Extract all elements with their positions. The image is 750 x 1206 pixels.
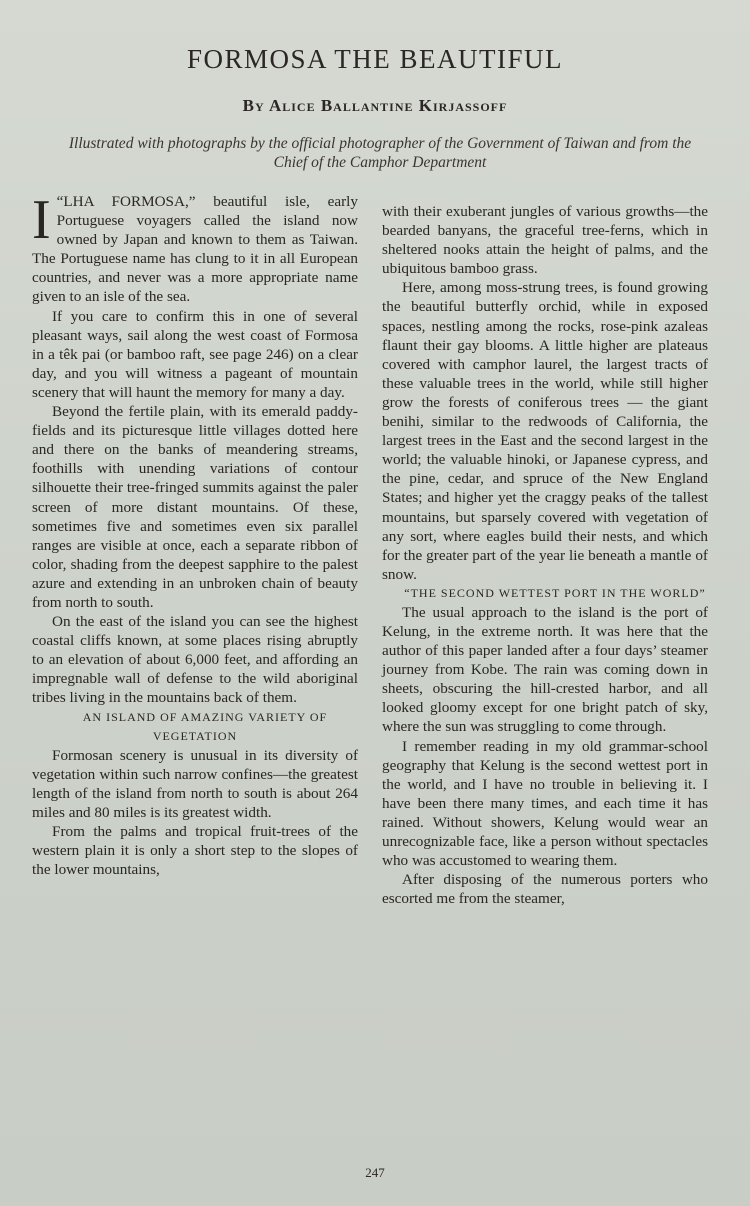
paragraph: If you care to confirm this in one of several pleasant ways, sail along the west coast of Formosa in a têk pai (or bamboo raft, see page 246) on a clear day, and you will witness a pageant of mountain scenery that will haunt the memory for many a day. — [32, 307, 358, 401]
paragraph: The usual approach to the island is the port of Kelung, in the extreme north. It was here that the author of this paper landed after a four days’ steamer journey from Kobe. The rain was coming down in sheets, obscuring the hill-crested harbor, and all looked gloomy except for one bright patch of sky, where the sun was struggling to come through. — [382, 603, 708, 736]
right-column — [382, 202, 708, 908]
paragraph: On the east of the island you can see the highest coastal cliffs known, at some places rising abruptly to an elevation of about 6,000 feet, and affording an impregnable wall of defense to the wild aboriginal tribes living in the mountains back of them. — [32, 613, 358, 707]
paragraph: From the palms and tropical fruit-trees of the western plain it is only a short step to the slopes of the lower mountains, — [32, 822, 358, 879]
paragraph: I remember reading in my old grammar-school geography that Kelung is the second wettest port in the world, and I have no trouble in believing it. I have been there many times, and each time it has rained. Without showers, Kelung would wear an unrecognizable face, like a person without spectacles who was accustomed to wearing them. — [382, 737, 708, 870]
section-heading: AN ISLAND OF AMAZING VARIETY OF VEGETATION — [82, 709, 328, 743]
paragraph: with their exuberant jungles of various growths—the bearded banyans, the graceful tree-ferns, which in sheltered nooks attain the height of palms, and the ubiquitous bamboo grass. — [382, 203, 708, 278]
article-title: FORMOSA THE BEAUTIFUL — [186, 44, 564, 74]
paragraph: After disposing of the numerous porters who escorted me from the steamer, — [382, 871, 708, 908]
article-byline: By Alice Ballantine Kirjassoff — [242, 96, 508, 115]
paragraph: Here, among moss-strung trees, is found growing the beautiful butterfly orchid, while in exposed spaces, nestling among the rocks, rose-pink azaleas flaunt their gay blooms. A little higher are plateaus covered with camphor laurel, the largest tracts of these valuable trees in the world, while still higher grow the forests of coniferous trees — the giant benihi, similar to the redwoods of California, the largest trees in the East and the second largest in the world; the valuable hinoki, or Japanese cypress, and the pine, cedar, and spruce of the New England States; and higher yet the craggy peaks of the tallest mountains, but sparsely covered with vegetation of any sort, where eagles build their nests, and which for the greater part of the year lie beneath a mantle of snow. — [382, 279, 708, 583]
section-heading: “THE SECOND WETTEST PORT IN THE WORLD” — [404, 585, 706, 600]
paragraph — [32, 189, 358, 307]
paragraph: Beyond the fertile plain, with its emerald paddy-fields and its picturesque little villages dotted here and there on the banks of meandering streams, foothills with unending variations of contour silhouette their tree-fringed summits against the paler screen of more distant mountains. Of these, sometimes five and sometimes even six parallel ranges are visible at once, each a separate ribbon of color, shading from the deepest sapphire to the palest azure and extending in an unbroken chain of beauty from north to south. — [32, 403, 358, 611]
page-number: 247 — [365, 1165, 385, 1180]
left-column — [32, 189, 358, 879]
drop-cap: I — [32, 189, 51, 251]
illustration-credit: Illustrated with photographs by the official photographer of the Government of Taiwan and from the Chief of the Camphor Department — [68, 135, 692, 171]
paragraph: Formosan scenery is unusual in its diversity of vegetation within such narrow confines—the greatest length of the island from north to south is about 264 miles and 80 miles is its greatest width. — [32, 746, 358, 821]
paragraph-text: “LHA FORMOSA,” beautiful isle, early Portuguese voyagers called the island now owned by Japan and known to them as Taiwan. The Portuguese name has clung to it in all European countries, and never was a more appropriate name given to an isle of the sea. — [32, 193, 358, 306]
